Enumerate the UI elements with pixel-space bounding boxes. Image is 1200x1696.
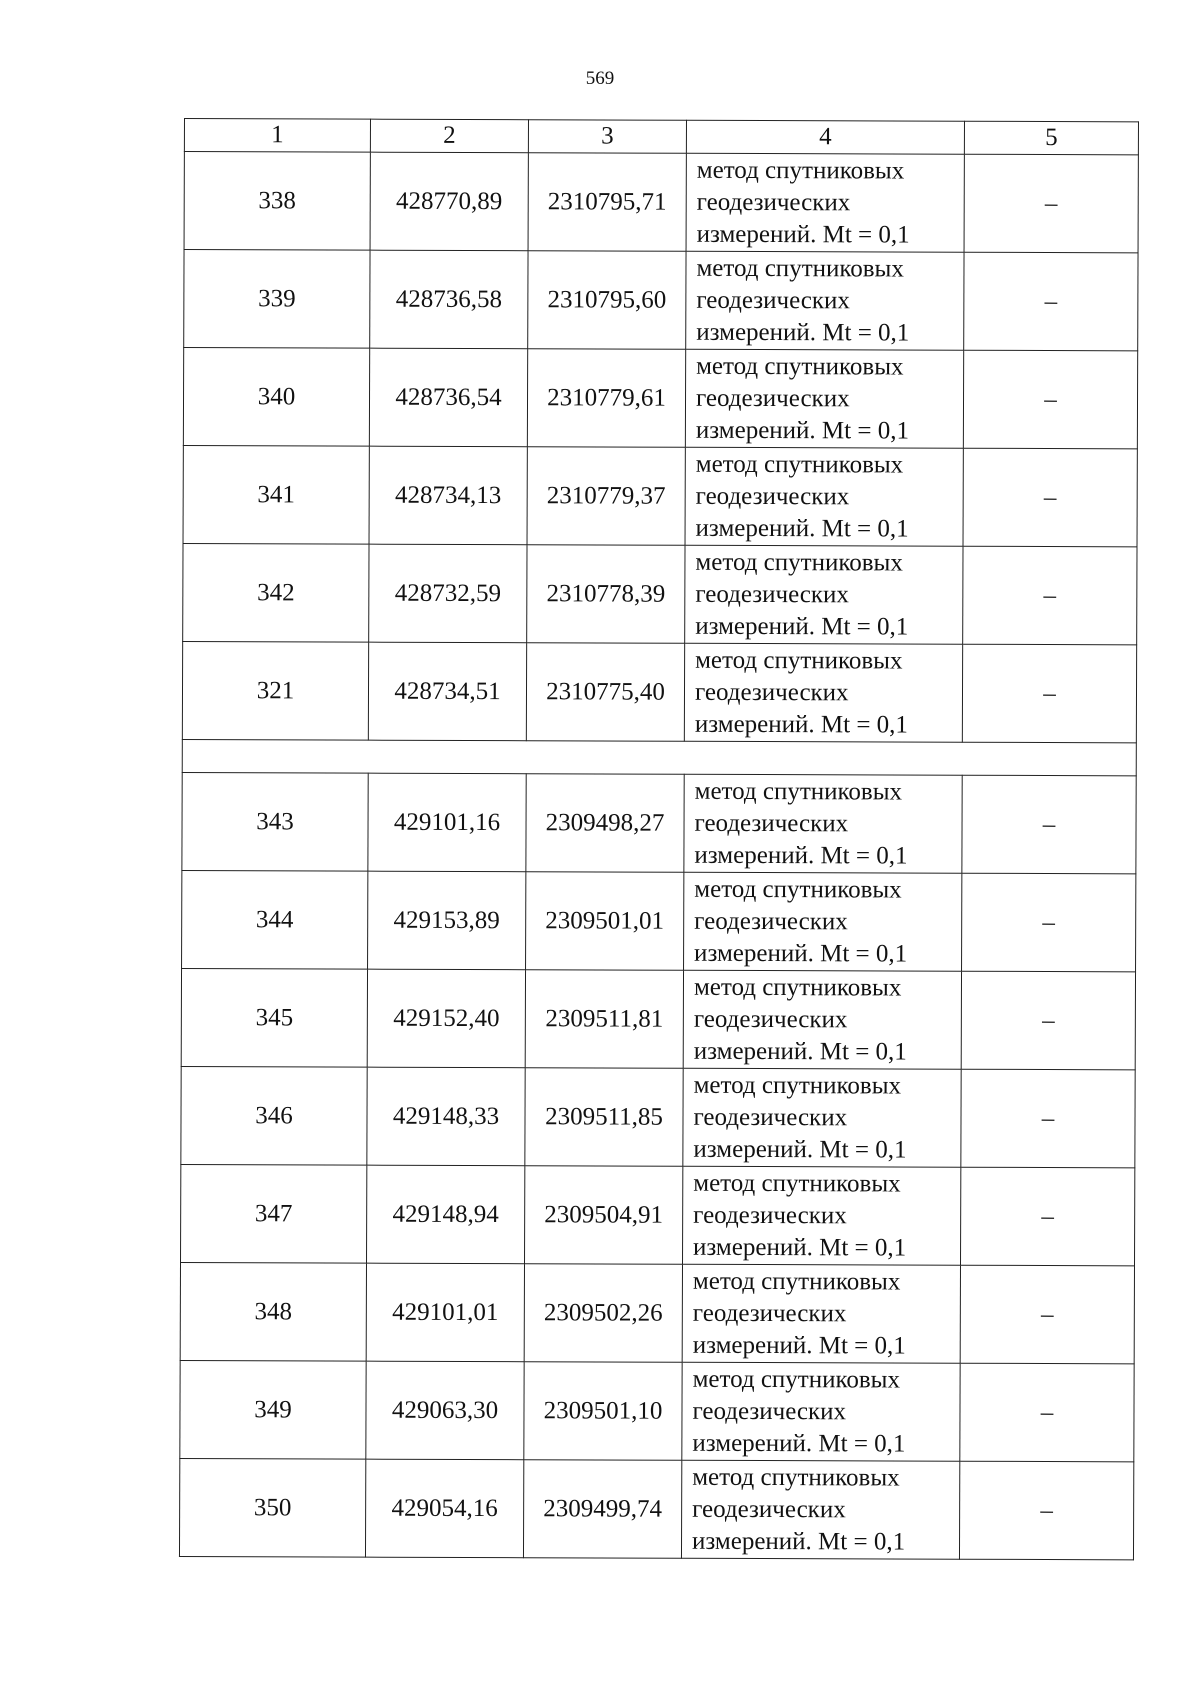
note-cell: – bbox=[963, 350, 1137, 449]
y-coordinate-cell: 2310775,40 bbox=[526, 643, 684, 742]
method-cell bbox=[685, 447, 963, 546]
method-cell bbox=[684, 872, 962, 971]
method-line: геодезических bbox=[695, 384, 850, 412]
y-coordinate-cell: 2309501,10 bbox=[524, 1362, 682, 1461]
method-line: измерений. Mt = 0,1 bbox=[696, 220, 910, 249]
method-line: метод спутниковых bbox=[693, 973, 902, 1002]
y-coordinate-cell: 2309498,27 bbox=[526, 774, 684, 873]
separator-cell bbox=[182, 739, 1136, 775]
method-line: измерений. Mt = 0,1 bbox=[696, 318, 910, 347]
table-row bbox=[182, 870, 1136, 971]
point-number-cell: 350 bbox=[179, 1458, 365, 1557]
method-line: метод спутниковых bbox=[693, 1169, 901, 1198]
method-line: измерений. Mt = 0,1 bbox=[693, 1135, 907, 1164]
column-header: 4 bbox=[686, 120, 964, 154]
point-number-cell: 344 bbox=[182, 870, 368, 969]
y-coordinate-cell: 2309511,85 bbox=[525, 1068, 683, 1167]
method-line: метод спутниковых bbox=[696, 254, 904, 283]
method-line: измерений. Mt = 0,1 bbox=[694, 710, 909, 739]
method-line: геодезических bbox=[696, 286, 851, 314]
point-number-cell: 340 bbox=[183, 348, 369, 447]
method-line: метод спутниковых bbox=[692, 1365, 901, 1394]
x-coordinate-cell: 428736,58 bbox=[370, 250, 528, 349]
x-coordinate-cell: 429101,16 bbox=[368, 773, 526, 872]
method-cell bbox=[683, 970, 961, 1069]
method-cell bbox=[682, 1264, 960, 1363]
point-number-cell: 346 bbox=[181, 1066, 367, 1165]
point-number-cell: 343 bbox=[182, 772, 368, 871]
method-line: метод спутниковых bbox=[695, 450, 904, 479]
table-row bbox=[180, 1262, 1134, 1363]
point-number-cell: 339 bbox=[184, 250, 370, 349]
method-line: измерений. Mt = 0,1 bbox=[692, 1429, 906, 1458]
y-coordinate-cell: 2309501,01 bbox=[526, 872, 684, 971]
x-coordinate-cell: 428732,59 bbox=[369, 544, 527, 643]
note-cell: – bbox=[961, 1069, 1135, 1168]
method-line: метод спутниковых bbox=[693, 1071, 902, 1100]
x-coordinate-cell: 429152,40 bbox=[367, 969, 525, 1068]
note-cell: – bbox=[962, 644, 1136, 743]
point-number-cell: 348 bbox=[180, 1262, 366, 1361]
method-line: измерений. Mt = 0,1 bbox=[694, 841, 908, 870]
method-cell bbox=[684, 774, 962, 873]
separator-row bbox=[182, 739, 1136, 775]
x-coordinate-cell: 429148,94 bbox=[367, 1165, 525, 1264]
x-coordinate-cell: 428734,51 bbox=[368, 642, 526, 741]
method-line: измерений. Mt = 0,1 bbox=[691, 1527, 906, 1556]
point-number-cell: 345 bbox=[181, 968, 367, 1067]
x-coordinate-cell: 428736,54 bbox=[369, 348, 527, 447]
note-cell: – bbox=[962, 873, 1136, 972]
y-coordinate-cell: 2310795,60 bbox=[528, 251, 686, 350]
x-coordinate-cell: 428734,13 bbox=[369, 446, 527, 545]
table-row bbox=[183, 348, 1137, 449]
method-line: измерений. Mt = 0,1 bbox=[695, 514, 909, 543]
note-cell: – bbox=[961, 971, 1135, 1070]
x-coordinate-cell: 429148,33 bbox=[367, 1067, 525, 1166]
method-line: измерений. Mt = 0,1 bbox=[692, 1331, 906, 1360]
method-cell bbox=[682, 1362, 960, 1461]
table-row bbox=[181, 1066, 1135, 1167]
y-coordinate-cell: 2309502,26 bbox=[524, 1264, 682, 1363]
method-line: геодезических bbox=[695, 482, 850, 510]
note-cell: – bbox=[961, 1167, 1135, 1266]
method-cell bbox=[686, 251, 964, 350]
method-line: геодезических bbox=[692, 1299, 847, 1327]
point-number-cell: 341 bbox=[183, 445, 369, 544]
method-cell bbox=[685, 545, 963, 644]
y-coordinate-cell: 2309499,74 bbox=[523, 1460, 681, 1559]
x-coordinate-cell: 429153,89 bbox=[368, 871, 526, 970]
header-row bbox=[184, 119, 1138, 155]
x-coordinate-cell: 428770,89 bbox=[370, 152, 528, 251]
method-line: геодезических bbox=[694, 678, 849, 706]
x-coordinate-cell: 429101,01 bbox=[366, 1263, 524, 1362]
table-row bbox=[180, 1360, 1134, 1461]
method-line: метод спутниковых bbox=[696, 352, 904, 381]
table-row bbox=[184, 250, 1138, 351]
y-coordinate-cell: 2310778,39 bbox=[527, 545, 685, 644]
table-row bbox=[183, 445, 1137, 546]
table-row bbox=[184, 152, 1138, 253]
page-number: 569 bbox=[585, 68, 615, 89]
method-cell bbox=[686, 153, 964, 252]
note-cell: – bbox=[964, 154, 1138, 253]
y-coordinate-cell: 2309504,91 bbox=[525, 1166, 683, 1265]
column-header: 1 bbox=[184, 119, 370, 153]
method-line: измерений. Mt = 0,1 bbox=[695, 416, 910, 445]
method-line: метод спутниковых bbox=[692, 1463, 900, 1492]
table-row bbox=[179, 1458, 1133, 1559]
method-line: измерений. Mt = 0,1 bbox=[695, 612, 909, 641]
method-line: геодезических bbox=[692, 1397, 847, 1425]
table-row bbox=[182, 641, 1136, 742]
note-cell: – bbox=[960, 1363, 1134, 1462]
method-line: измерений. Mt = 0,1 bbox=[693, 1233, 907, 1262]
method-line: геодезических bbox=[692, 1495, 846, 1523]
y-coordinate-cell: 2310779,61 bbox=[527, 349, 685, 448]
column-header: 3 bbox=[528, 120, 686, 154]
note-cell: – bbox=[959, 1461, 1133, 1560]
y-coordinate-cell: 2310779,37 bbox=[527, 447, 685, 546]
method-line: метод спутниковых bbox=[694, 875, 902, 904]
note-cell: – bbox=[964, 252, 1138, 351]
method-line: геодезических bbox=[696, 188, 851, 216]
point-number-cell: 347 bbox=[181, 1164, 367, 1263]
method-line: метод спутниковых bbox=[692, 1267, 901, 1296]
note-cell: – bbox=[963, 448, 1137, 547]
table-row bbox=[182, 772, 1136, 873]
method-line: метод спутниковых bbox=[694, 777, 903, 806]
method-line: геодезических bbox=[693, 1201, 847, 1229]
x-coordinate-cell: 429054,16 bbox=[365, 1459, 523, 1558]
column-header: 2 bbox=[370, 119, 528, 153]
point-number-cell: 321 bbox=[182, 641, 368, 740]
method-line: геодезических bbox=[693, 1005, 848, 1033]
method-line: геодезических bbox=[694, 907, 848, 935]
point-number-cell: 338 bbox=[184, 152, 370, 251]
method-line: измерений. Mt = 0,1 bbox=[693, 1037, 907, 1066]
note-cell: – bbox=[960, 1265, 1134, 1364]
column-header: 5 bbox=[964, 121, 1138, 155]
coordinates-table bbox=[179, 118, 1139, 1560]
x-coordinate-cell: 429063,30 bbox=[366, 1361, 524, 1460]
method-line: геодезических bbox=[695, 580, 849, 608]
y-coordinate-cell: 2309511,81 bbox=[525, 970, 683, 1069]
method-line: измерений. Mt = 0,1 bbox=[694, 939, 908, 968]
table-row bbox=[181, 1164, 1135, 1265]
method-cell bbox=[683, 1166, 961, 1265]
method-line: геодезических bbox=[693, 1103, 848, 1131]
point-number-cell: 349 bbox=[180, 1360, 366, 1459]
method-cell bbox=[681, 1460, 959, 1559]
method-line: метод спутниковых bbox=[695, 548, 903, 577]
table-row bbox=[181, 968, 1135, 1069]
note-cell: – bbox=[963, 546, 1137, 645]
method-cell bbox=[684, 643, 962, 742]
method-line: метод спутниковых bbox=[696, 156, 905, 185]
method-line: геодезических bbox=[694, 809, 849, 837]
point-number-cell: 342 bbox=[183, 543, 369, 642]
method-cell bbox=[685, 349, 963, 448]
table-body bbox=[179, 152, 1138, 1560]
note-cell: – bbox=[962, 775, 1136, 874]
method-cell bbox=[683, 1068, 961, 1167]
table-header bbox=[184, 119, 1138, 155]
method-line: метод спутниковых bbox=[695, 646, 903, 675]
table-row bbox=[183, 543, 1137, 644]
y-coordinate-cell: 2310795,71 bbox=[528, 153, 686, 252]
